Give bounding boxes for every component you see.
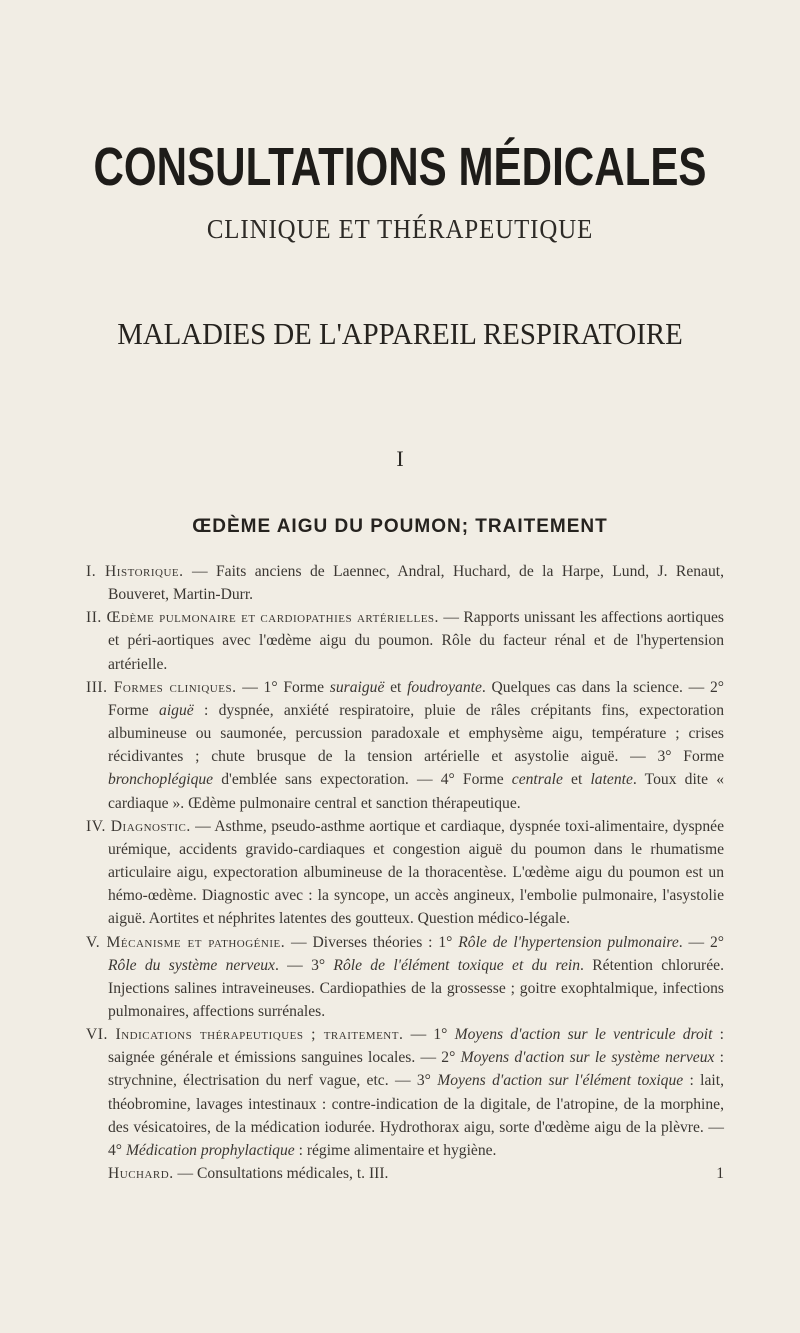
entry-text: — Asthme, pseudo-asthme aortique et cardiaque, dyspnée toxi-alimentaire, dyspnée urémique, accidents gravido-cardiaques et congestion aiguë du poumon dans le rhumatisme articulaire aigu, expectoration albumineuse de la thoracentèse. L'œdème aigu du poumon est un hémo-œdème. Diagnostic avec : la syncope, un accès angineux, l'embolie pulmonaire, l'asystolie aiguë. Aortites et néphrites latentes des goutteux. Question médico-légale. — [108, 817, 724, 928]
summary-body — [86, 560, 724, 1185]
entry-text: Rôle de l'élément toxique et du rein — [333, 956, 581, 974]
entry-text: centrale — [511, 771, 563, 789]
entry-text: suraiguë — [329, 678, 385, 696]
entry-text: . Quelques cas dans la science. — 2° Forme — [108, 678, 724, 719]
summary-entry — [86, 815, 724, 931]
entry-text: — Faits anciens de Laennec, Andral, Huchard, de la Harpe, Lund, J. Renaut, Bouveret, Martin-Durr. — [108, 563, 724, 604]
entry-text: — Diverses théories : 1° — [285, 933, 459, 951]
footer-line — [86, 1162, 724, 1185]
entry-text: latente — [590, 771, 633, 789]
entry-text: Rôle de l'hypertension pulmonaire — [458, 933, 679, 951]
summary-entry — [86, 606, 724, 675]
entry-label: V. Mécanisme et pathogénie. — [86, 933, 286, 951]
entry-text: bronchoplégique — [108, 771, 214, 789]
entry-text: : saignée générale et émissions sanguines locales. — 2° — [108, 1026, 724, 1067]
entry-text: aiguë — [159, 701, 194, 719]
entry-text: Moyens d'action sur le ventricule droit — [454, 1026, 713, 1044]
entry-text: . — 3° — [274, 956, 334, 974]
entry-label: III. Formes cliniques. — [86, 678, 237, 696]
entry-text: : lait, théobromine, lavages intestinaux : contre-indication de la digitale, de l'atropine, de la morphine, des vésicatoires, de la médication iodurée. Hydrothorax aigu, sorte d'œdème aigu de la plèvre. — 4° — [108, 1072, 724, 1159]
footer-citation — [108, 1162, 388, 1185]
footer-reference: — Consultations médicales, t. III. — [173, 1165, 389, 1183]
entry-text: et — [562, 771, 591, 789]
entry-text: : dyspnée, anxiété respiratoire, pluie de râles crépitants fins, expectoration albumineuse ou saumonée, percussion paradoxale et emphysème aigu, température ; crises récidivantes ; chute brusque de la tension artérielle et asystolie aiguë. — 3° Forme — [108, 701, 724, 766]
entry-text: — 1° — [403, 1026, 455, 1044]
entry-text: Rôle du système nerveux — [108, 956, 275, 974]
signature-mark: 1 — [716, 1165, 724, 1183]
chapter-title: ŒDÈME AIGU DU POUMON; TRAITEMENT — [192, 516, 608, 537]
entry-text: . Rétention chlorurée. Injections salines intraveineuses. Cardiopathies de la grossesse ; goitre exophtalmique, infections pulmonaires, affections surrénales. — [108, 956, 724, 1020]
entry-text: — 1° Forme — [236, 678, 330, 696]
entry-text: . — 2° — [678, 933, 725, 951]
entry-label: IV. Diagnostic. — [86, 817, 191, 835]
entry-text: — Rapports unissant les affections aortiques et péri-aortiques avec l'œdème aigu du poumon. Rôle du facteur rénal et de l'hypertension artérielle. — [108, 609, 724, 673]
entry-text: foudroyante — [407, 678, 482, 696]
summary-entry — [86, 676, 724, 815]
entry-text: Médication prophylactique — [125, 1141, 295, 1159]
entry-text: : strychnine, électrisation du nerf vague, etc. — 3° — [108, 1049, 724, 1090]
entry-label: II. Œdème pulmonaire et cardiopathies artérielles. — [86, 609, 439, 627]
chapter-number: I — [396, 446, 404, 471]
entry-label: VI. Indications thérapeutiques ; traitement. — [86, 1026, 404, 1044]
entry-text: et — [384, 678, 408, 696]
summary-entries — [86, 560, 724, 1162]
summary-entry — [86, 931, 724, 1024]
entry-text: : régime alimentaire et hygiène. — [294, 1141, 497, 1159]
footer-author: Huchard. — [108, 1165, 174, 1183]
entry-text: . Toux dite « cardiaque ». Œdème pulmonaire central et sanction thérapeutique. — [108, 771, 724, 812]
entry-label: I. Historique. — [86, 563, 184, 580]
entry-text: d'emblée sans expectoration. — 4° Forme — [213, 771, 512, 789]
subtitle: CLINIQUE ET THÉRAPEUTIQUE — [206, 214, 594, 244]
summary-entry — [86, 560, 724, 606]
entry-text: Moyens d'action sur l'élément toxique — [437, 1072, 684, 1090]
entry-text: Moyens d'action sur le système nerveux — [460, 1049, 715, 1067]
summary-entry — [86, 1023, 724, 1162]
section-title: MALADIES DE L'APPAREIL RESPIRATOIRE — [117, 316, 683, 351]
main-title: CONSULTATIONS MÉDICALES — [93, 137, 707, 197]
